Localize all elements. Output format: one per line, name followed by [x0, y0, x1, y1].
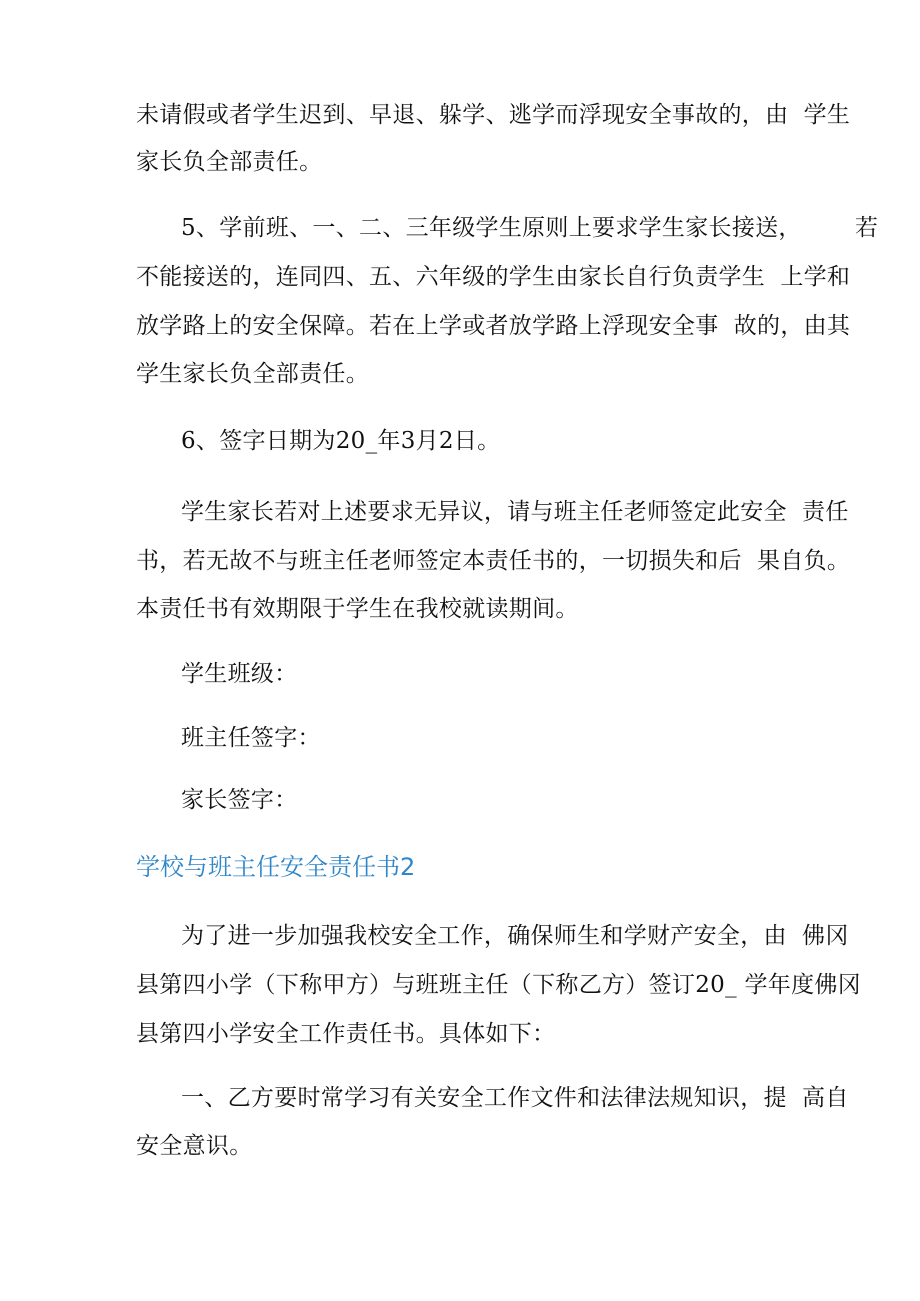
signature-parent-label: 家长签字：: [181, 787, 298, 813]
paragraph-line: 不能接送的，连同四、五、六年级的学生由家长自行负责学生 上学和: [136, 264, 851, 290]
paragraph-line: 学生家长若对上述要求无异议，请与班主任老师签定此安全 责任: [181, 499, 849, 525]
paragraph-line: 本责任书有效期限于学生在我校就读期间。: [136, 596, 579, 622]
paragraph-line: 放学路上的安全保障。若在上学或者放学路上浮现安全事 故的，由其: [136, 313, 851, 339]
paragraph-line: 未请假或者学生迟到、早退、躲学、逃学而浮现安全事故的，由 学生: [136, 102, 851, 128]
paragraph-line: 县第四小学安全工作责任书。具体如下：: [136, 1021, 556, 1047]
signature-teacher-label: 班主任签字：: [181, 725, 321, 751]
paragraph-line: 6、签字日期为20_年3月2日。: [181, 428, 501, 454]
paragraph-line: 家长负全部责任。: [136, 149, 323, 175]
paragraph-line: 一、乙方要时常学习有关安全工作文件和法律法规知识，提 高自: [181, 1085, 849, 1111]
paragraph-line: 安全意识。: [136, 1133, 253, 1159]
section-heading: 学校与班主任安全责任书2: [136, 853, 416, 881]
signature-class-label: 学生班级：: [181, 661, 298, 687]
paragraph-line: 学生家长负全部责任。: [136, 361, 369, 387]
paragraph-line: 为了进一步加强我校安全工作，确保师生和学财产安全，由 佛冈: [181, 923, 849, 949]
paragraph-line: 县第四小学（下称甲方）与班班主任（下称乙方）签订20_ 学年度佛冈: [136, 972, 861, 998]
paragraph-line: 书，若无故不与班主任老师签定本责任书的，一切损失和后 果自负。: [136, 548, 851, 574]
paragraph-line: 5、学前班、一、二、三年级学生原则上要求学生家长接送， 若: [181, 215, 879, 241]
